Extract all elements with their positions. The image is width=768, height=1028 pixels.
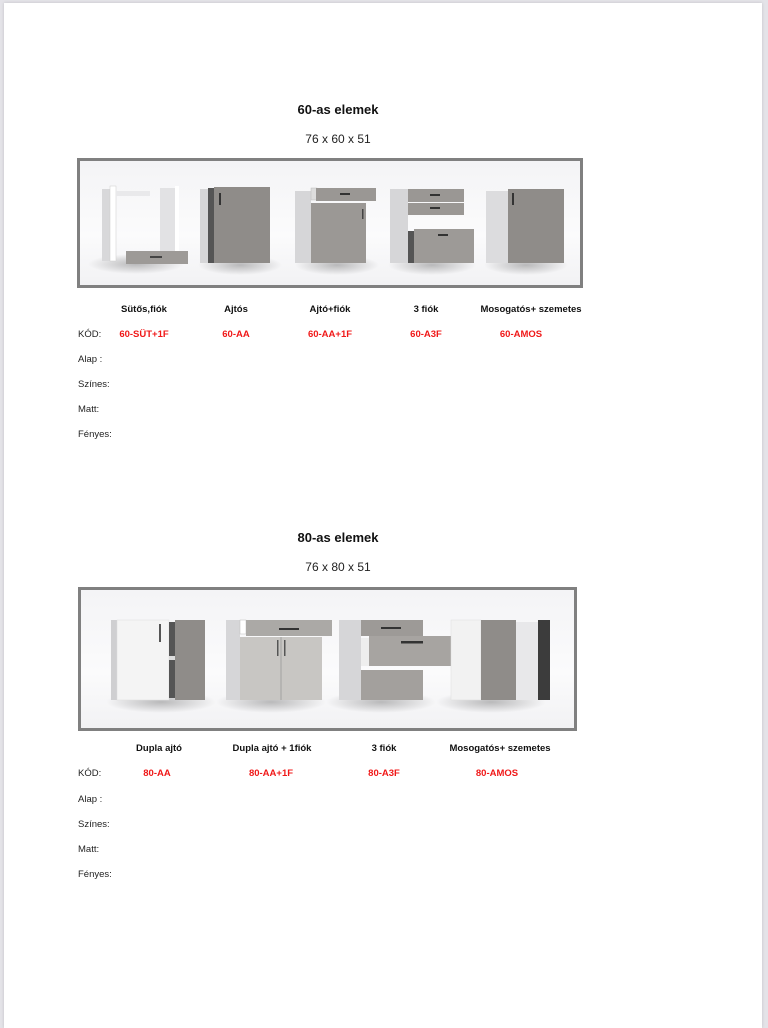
cabinet-three-drawers-80 bbox=[326, 620, 451, 713]
cabinet-door-drawer bbox=[295, 188, 379, 275]
product-code: 60-SÜT+1F bbox=[119, 329, 169, 340]
row-label-code: KÓD: bbox=[78, 329, 102, 340]
column-header: Mosogatós+ szemetes bbox=[480, 304, 582, 315]
row-label-matt: Matt: bbox=[78, 844, 100, 855]
row-label-alap: Alap : bbox=[78, 354, 103, 365]
cabinet-three-drawers bbox=[388, 189, 476, 275]
cabinet-illustrations-80 bbox=[81, 590, 574, 728]
row-label-szines: Színes: bbox=[78, 379, 110, 390]
product-code: 80-A3F bbox=[368, 768, 400, 779]
cabinet-photo-80 bbox=[78, 587, 577, 731]
column-header: Ajtó+fiók bbox=[309, 304, 351, 315]
section-dimensions-60: 76 x 60 x 51 bbox=[305, 132, 371, 146]
cabinet-double-door bbox=[106, 620, 216, 713]
section-title-80: 80-as elemek bbox=[297, 530, 379, 545]
product-code: 60-AA bbox=[222, 329, 250, 340]
product-code: 60-A3F bbox=[410, 329, 442, 340]
row-label-matt: Matt: bbox=[78, 404, 100, 415]
cabinet-sink-bin-80 bbox=[436, 620, 550, 713]
column-header: Ajtós bbox=[224, 304, 248, 315]
document-page bbox=[4, 3, 762, 1028]
row-label-fenyes: Fényes: bbox=[78, 429, 112, 440]
cabinet-oven-drawer bbox=[88, 186, 188, 274]
product-code: 80-AA+1F bbox=[248, 768, 294, 779]
column-header: Sütős,fiók bbox=[121, 304, 167, 315]
column-header: Mosogatós+ szemetes bbox=[449, 743, 551, 754]
cabinet-double-door-drawer bbox=[216, 620, 332, 713]
row-label-alap: Alap : bbox=[78, 794, 103, 805]
cabinet-photo-60 bbox=[77, 158, 583, 288]
product-code: 80-AMOS bbox=[475, 768, 519, 779]
column-header: Dupla ajtó + 1fiók bbox=[232, 743, 312, 754]
row-label-szines: Színes: bbox=[78, 819, 110, 830]
column-header: 3 fiók bbox=[371, 743, 397, 754]
row-label-code: KÓD: bbox=[78, 768, 102, 779]
cabinet-illustrations-60 bbox=[80, 161, 580, 285]
product-code: 60-AMOS bbox=[499, 329, 543, 340]
section-title-60: 60-as elemek bbox=[297, 102, 379, 117]
row-label-fenyes: Fényes: bbox=[78, 869, 112, 880]
product-code: 60-AA+1F bbox=[307, 329, 353, 340]
section-dimensions-80: 76 x 80 x 51 bbox=[305, 560, 371, 574]
cabinet-sink-bin bbox=[484, 189, 568, 275]
product-code: 80-AA bbox=[143, 768, 171, 779]
cabinet-door bbox=[198, 187, 282, 275]
column-header: 3 fiók bbox=[413, 304, 439, 315]
column-header: Dupla ajtó bbox=[136, 743, 182, 754]
